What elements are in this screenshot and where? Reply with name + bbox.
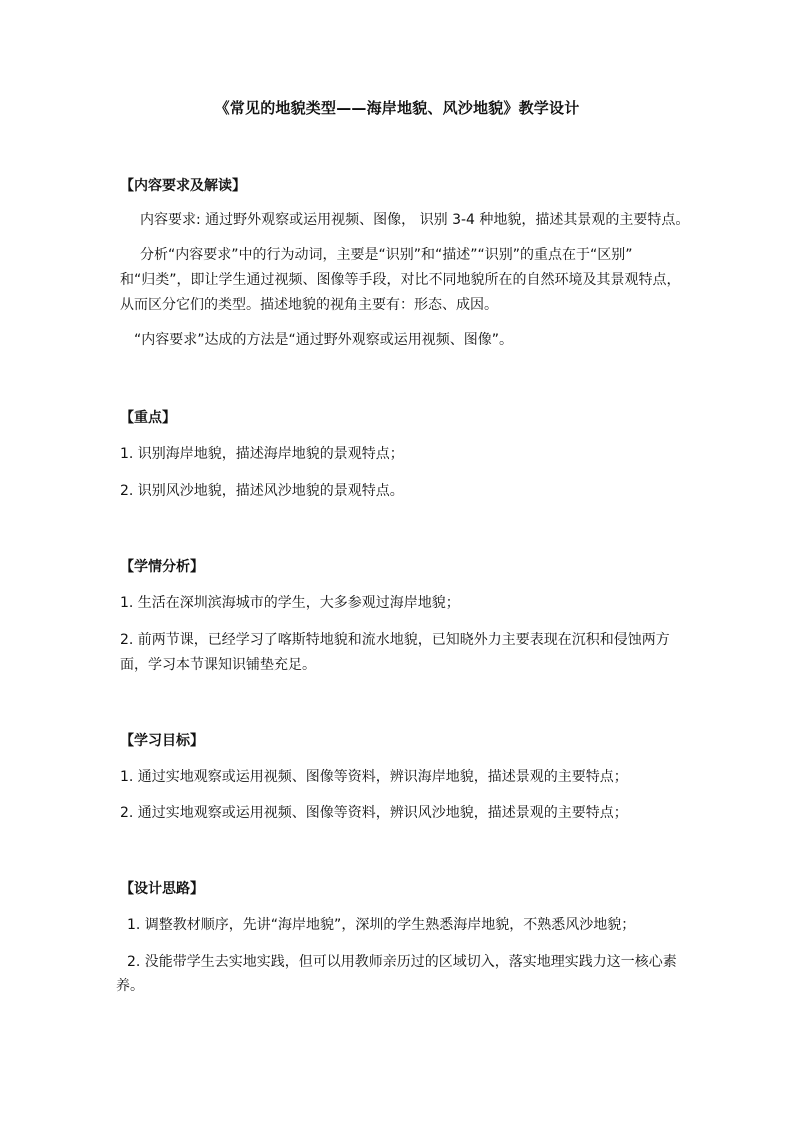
document-title: 《常见的地貌类型——海岸地貌、风沙地貌》教学设计: [214, 99, 580, 117]
section-heading-design: 【设计思路】: [120, 881, 204, 897]
learner-analysis-item-2-line-2: 面，学习本节课知识铺垫充足。: [120, 657, 316, 673]
content-paragraph-2-line-3: 从而区分它们的类型。描述地貌的视角主要有：形态、成因。: [120, 297, 498, 313]
key-point-item-1: 1. 识别海岸地貌，描述海岸地貌的景观特点；: [120, 446, 404, 462]
section-heading-objectives: 【学习目标】: [120, 733, 204, 749]
section-heading-key-points: 【重点】: [120, 410, 176, 426]
section-heading-learner-analysis: 【学情分析】: [120, 559, 204, 575]
learner-analysis-item-2-line-1: 2. 前两节课，已经学习了喀斯特地貌和流水地貌，已知晓外力主要表现在沉积和侵蚀两方: [120, 632, 670, 648]
design-item-2-line-1: 2. 没能带学生去实地实践，但可以用教师亲历过的区域切入，落实地理实践力这一核心素: [127, 954, 677, 970]
content-paragraph-2-line-2: 和“归类”，即让学生通过视频、图像等手段，对比不同地貌所在的自然环境及其景观特点，: [120, 272, 681, 288]
design-item-1: 1. 调整教材顺序，先讲“海岸地貌”，深圳的学生熟悉海岸地貌，不熟悉风沙地貌；: [127, 917, 636, 933]
learner-analysis-item-1: 1. 生活在深圳滨海城市的学生，大多参观过海岸地貌；: [120, 595, 460, 611]
section-heading-content: 【内容要求及解读】: [120, 178, 246, 194]
objective-item-2: 2. 通过实地观察或运用视频、图像等资料，辨识风沙地貌，描述景观的主要特点；: [120, 805, 628, 821]
design-item-2-line-2: 养。: [116, 978, 144, 994]
content-paragraph-1: 内容要求: 通过野外观察或运用视频、图像， 识别 3-4 种地貌，描述其景观的主要特点。: [140, 212, 690, 228]
key-point-item-2: 2. 识别风沙地貌，描述风沙地貌的景观特点。: [120, 483, 404, 499]
objective-item-1: 1. 通过实地观察或运用视频、图像等资料，辨识海岸地貌，描述景观的主要特点；: [120, 769, 628, 785]
content-paragraph-3: “内容要求”达成的方法是“通过野外观察或运用视频、图像”。: [134, 332, 514, 348]
content-paragraph-2-line-1: 分析“内容要求”中的行为动词，主要是“识别”和“描述”“识别”的重点在于“区别”: [140, 247, 633, 263]
